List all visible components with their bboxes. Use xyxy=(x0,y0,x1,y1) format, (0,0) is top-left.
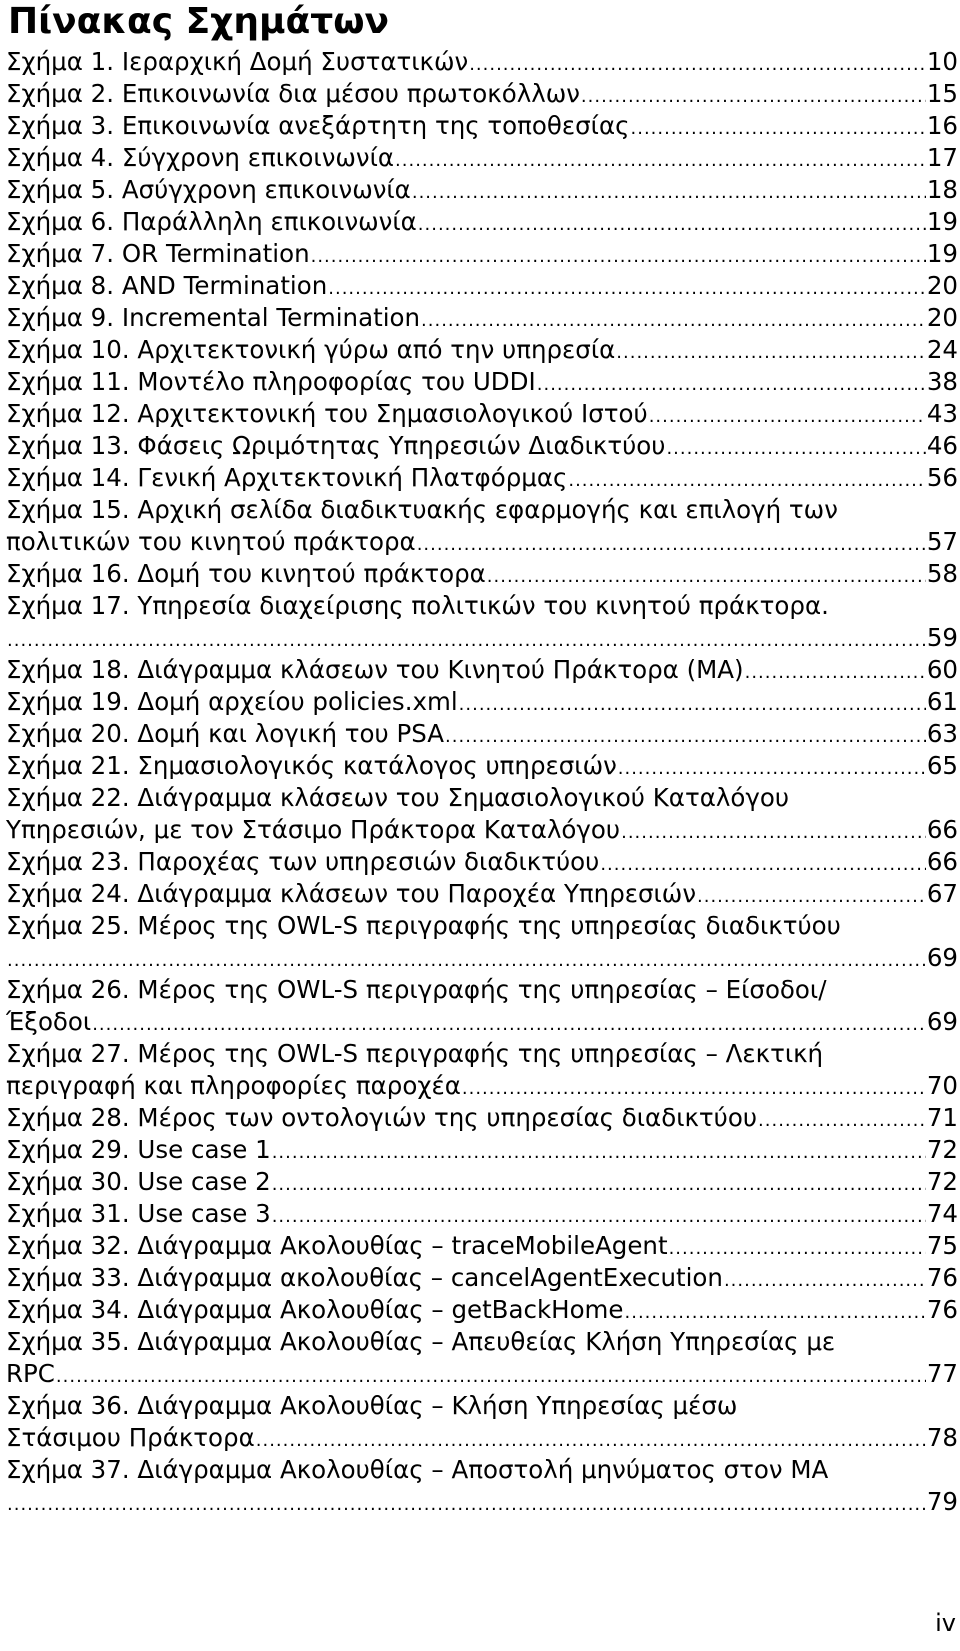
toc-entry-title-start: Σχήμα 35. Διάγραμμα Ακολουθίας – Απευθείας Κλήση Υπηρεσίας με xyxy=(6,1327,836,1356)
toc-entry-title: Σχήμα 4. Σύγχρονη επικοινωνία xyxy=(6,143,395,172)
toc-entry[interactable] xyxy=(6,1358,958,1390)
dot-leader xyxy=(418,209,926,238)
dot-leader xyxy=(7,625,926,654)
toc-entry-lead-line xyxy=(6,1326,958,1358)
toc-entry[interactable] xyxy=(6,398,958,430)
toc-entry-page: 75 xyxy=(926,1231,958,1260)
toc-entry-page: 16 xyxy=(926,111,958,140)
toc-entry[interactable] xyxy=(6,878,958,910)
toc-entry-title: RPC xyxy=(6,1359,55,1388)
toc-entry-page: 76 xyxy=(926,1263,958,1292)
toc-entry[interactable] xyxy=(6,366,958,398)
toc-entry-title: Σχήμα 19. Δομή αρχείου policies.xml xyxy=(6,687,458,716)
toc-entry[interactable] xyxy=(6,654,958,686)
toc-entry-title-start: Σχήμα 25. Μέρος της OWL-S περιγραφής της υπηρεσίας διαδικτύου xyxy=(6,911,841,940)
toc-entry-page: 66 xyxy=(926,815,958,844)
toc-entry[interactable] xyxy=(6,718,958,750)
toc-entry-page: 63 xyxy=(926,719,958,748)
dot-leader xyxy=(469,49,926,78)
toc-entry-title: Σχήμα 16. Δομή του κινητού πράκτορα xyxy=(6,559,486,588)
toc-entry[interactable] xyxy=(6,750,958,782)
toc-entry-page: 70 xyxy=(926,1071,958,1100)
dot-leader xyxy=(459,689,926,718)
toc-entry-page: 77 xyxy=(926,1359,958,1388)
dot-leader xyxy=(92,1009,926,1038)
toc-entry-title: Σχήμα 28. Μέρος των οντολογιών της υπηρεσίας διαδικτύου xyxy=(6,1103,758,1132)
toc-entry-title: Σχήμα 31. Use case 3 xyxy=(6,1199,271,1228)
toc-entry-page: 66 xyxy=(926,847,958,876)
toc-entry-page: 10 xyxy=(926,47,958,76)
toc-entry-title: Σχήμα 12. Αρχιτεκτονική του Σημασιολογικού Ιστού xyxy=(6,399,648,428)
toc-entry-lead-line xyxy=(6,974,958,1006)
toc-entry-page: 74 xyxy=(926,1199,958,1228)
toc-entry[interactable] xyxy=(6,1294,958,1326)
dot-leader xyxy=(625,1297,926,1326)
toc-entry-title: Σχήμα 32. Διάγραμμα Ακολουθίας – traceMobileAgent xyxy=(6,1231,668,1260)
toc-entry-title: Σχήμα 14. Γενική Αρχιτεκτονική Πλατφόρμας xyxy=(6,463,568,492)
toc-entry[interactable] xyxy=(6,846,958,878)
toc-entry-title: Σχήμα 6. Παράλληλη επικοινωνία xyxy=(6,207,417,236)
page-title: Πίνακας Σχημάτων xyxy=(8,1,390,42)
dot-leader xyxy=(724,1265,926,1294)
toc-entry-title: Σχήμα 8. AND Termination xyxy=(6,271,328,300)
dot-leader xyxy=(272,1169,926,1198)
toc-entry[interactable] xyxy=(6,142,958,174)
toc-entry[interactable] xyxy=(6,270,958,302)
toc-entry[interactable] xyxy=(6,1422,958,1454)
dot-leader xyxy=(616,337,926,366)
toc-entry-title: Σχήμα 5. Ασύγχρονη επικοινωνία xyxy=(6,175,411,204)
toc-entry-page: 38 xyxy=(926,367,958,396)
toc-entry-page: 65 xyxy=(926,751,958,780)
dot-leader xyxy=(272,1201,926,1230)
dot-leader xyxy=(697,881,926,910)
toc-entry[interactable] xyxy=(6,814,958,846)
toc-entry-title: Στάσιμου Πράκτορα xyxy=(6,1423,255,1452)
toc-entry-title: Σχήμα 34. Διάγραμμα Ακολουθίας – getBackHome xyxy=(6,1295,624,1324)
dot-leader xyxy=(395,145,926,174)
dot-leader xyxy=(311,241,926,270)
toc-entry[interactable] xyxy=(6,1070,958,1102)
toc-entry-page: 57 xyxy=(926,527,958,556)
toc-entry-lead-line xyxy=(6,910,958,942)
toc-entry[interactable] xyxy=(6,558,958,590)
toc-entry[interactable] xyxy=(6,1134,958,1166)
toc-entry-title: Σχήμα 21. Σημασιολογικός κατάλογος υπηρεσιών xyxy=(6,751,617,780)
dot-leader xyxy=(328,273,926,302)
toc-entry-lead-line xyxy=(6,782,958,814)
toc-entry-title-start: Σχήμα 36. Διάγραμμα Ακολουθίας – Κλήση Υπηρεσίας μέσω xyxy=(6,1391,738,1420)
toc-entry-title: Σχήμα 18. Διάγραμμα κλάσεων του Κινητού Πράκτορα (MA) xyxy=(6,655,744,684)
toc-entry-page: 56 xyxy=(926,463,958,492)
dot-leader xyxy=(272,1137,926,1166)
toc-entry-page: 72 xyxy=(926,1135,958,1164)
toc-entry-title: Σχήμα 9. Incremental Termination xyxy=(6,303,421,332)
toc-entry-title: Έξοδοι xyxy=(6,1007,92,1036)
dot-leader xyxy=(56,1361,926,1390)
dot-leader xyxy=(421,305,926,334)
table-of-figures xyxy=(6,46,958,1518)
toc-entry-page: 78 xyxy=(926,1423,958,1452)
toc-entry-title: Σχήμα 10. Αρχιτεκτονική γύρω από την υπηρεσία xyxy=(6,335,616,364)
toc-entry-title: Σχήμα 33. Διάγραμμα ακολουθίας – cancelAgentExecution xyxy=(6,1263,723,1292)
dot-leader xyxy=(412,177,926,206)
toc-entry[interactable] xyxy=(6,1166,958,1198)
toc-entry[interactable] xyxy=(6,1262,958,1294)
toc-entry-page: 67 xyxy=(926,879,958,908)
toc-entry-title-start: Σχήμα 27. Μέρος της OWL-S περιγραφής της υπηρεσίας – Λεκτική xyxy=(6,1039,824,1068)
toc-entry-title-start: Σχήμα 26. Μέρος της OWL-S περιγραφής της υπηρεσίας – Είσοδοι/ xyxy=(6,975,827,1004)
toc-entry-title: Σχήμα 11. Μοντέλο πληροφορίας του UDDI xyxy=(6,367,536,396)
toc-entry-title: πολιτικών του κινητού πράκτορα xyxy=(6,527,416,556)
toc-entry-page: 46 xyxy=(926,431,958,460)
toc-entry-title: Σχήμα 29. Use case 1 xyxy=(6,1135,271,1164)
toc-entry-lead-line xyxy=(6,1454,958,1486)
toc-entry-title: περιγραφή και πληροφορίες παροχέα xyxy=(6,1071,461,1100)
toc-entry[interactable] xyxy=(6,942,958,974)
dot-leader xyxy=(487,561,926,590)
toc-entry-title-start: Σχήμα 17. Υπηρεσία διαχείρισης πολιτικών του κινητού πράκτορα. xyxy=(6,591,829,620)
toc-entry-page: 69 xyxy=(926,1007,958,1036)
toc-entry-page: 43 xyxy=(926,399,958,428)
toc-entry-page: 59 xyxy=(926,623,958,652)
toc-entry[interactable] xyxy=(6,46,958,78)
toc-entry[interactable] xyxy=(6,334,958,366)
toc-entry-title: Σχήμα 3. Επικοινωνία ανεξάρτητη της τοποθεσίας xyxy=(6,111,630,140)
dot-leader xyxy=(7,945,926,974)
toc-entry-title: Σχήμα 2. Επικοινωνία δια μέσου πρωτοκόλλων xyxy=(6,79,580,108)
toc-entry-title-start: Σχήμα 15. Αρχική σελίδα διαδικτυακής εφαρμογής και επιλογή των xyxy=(6,495,838,524)
toc-entry-page: 61 xyxy=(926,687,958,716)
toc-entry-lead-line xyxy=(6,590,958,622)
toc-entry-page: 19 xyxy=(926,207,958,236)
toc-entry[interactable] xyxy=(6,622,958,654)
toc-entry[interactable] xyxy=(6,1102,958,1134)
toc-entry-lead-line xyxy=(6,1390,958,1422)
toc-entry[interactable] xyxy=(6,1006,958,1038)
dot-leader xyxy=(581,81,926,110)
toc-entry[interactable] xyxy=(6,686,958,718)
toc-entry[interactable] xyxy=(6,526,958,558)
toc-entry-title: Σχήμα 24. Διάγραμμα κλάσεων του Παροχέα Υπηρεσιών xyxy=(6,879,697,908)
toc-entry-title: Σχήμα 20. Δομή και λογική του PSA xyxy=(6,719,445,748)
toc-entry-page: 15 xyxy=(926,79,958,108)
dot-leader xyxy=(568,465,925,494)
toc-entry-page: 19 xyxy=(926,239,958,268)
toc-entry-page: 58 xyxy=(926,559,958,588)
toc-entry-page: 72 xyxy=(926,1167,958,1196)
dot-leader xyxy=(745,657,926,686)
dot-leader xyxy=(462,1073,926,1102)
dot-leader xyxy=(631,113,926,142)
dot-leader xyxy=(256,1425,926,1454)
toc-entry[interactable] xyxy=(6,174,958,206)
toc-entry[interactable] xyxy=(6,1486,958,1518)
dot-leader xyxy=(618,753,926,782)
toc-entry[interactable] xyxy=(6,302,958,334)
toc-entry-page: 20 xyxy=(926,271,958,300)
dot-leader xyxy=(7,1489,926,1518)
dot-leader xyxy=(758,1105,926,1134)
dot-leader xyxy=(666,433,925,462)
toc-entry-page: 71 xyxy=(926,1103,958,1132)
toc-entry-title-start: Σχήμα 37. Διάγραμμα Ακολουθίας – Αποστολή μηνύματος στον MA xyxy=(6,1455,829,1484)
toc-entry-title: Σχήμα 30. Use case 2 xyxy=(6,1167,271,1196)
dot-leader xyxy=(621,817,926,846)
toc-entry-lead-line xyxy=(6,1038,958,1070)
dot-leader xyxy=(537,369,926,398)
toc-entry[interactable] xyxy=(6,462,958,494)
toc-entry[interactable] xyxy=(6,430,958,462)
dot-leader xyxy=(445,721,926,750)
toc-entry-title: Υπηρεσιών, με τον Στάσιμο Πράκτορα Καταλόγου xyxy=(6,815,621,844)
toc-entry-page: 18 xyxy=(926,175,958,204)
dot-leader xyxy=(417,529,926,558)
toc-entry-lead-line xyxy=(6,494,958,526)
toc-entry-title: Σχήμα 13. Φάσεις Ωριμότητας Υπηρεσιών Διαδικτύου xyxy=(6,431,666,460)
toc-entry[interactable] xyxy=(6,206,958,238)
toc-entry-page: 60 xyxy=(926,655,958,684)
toc-entry-page: 79 xyxy=(926,1487,958,1516)
toc-entry-title-start: Σχήμα 22. Διάγραμμα κλάσεων του Σημασιολογικού Καταλόγου xyxy=(6,783,789,812)
toc-entry[interactable] xyxy=(6,78,958,110)
dot-leader xyxy=(649,401,926,430)
dot-leader xyxy=(669,1233,926,1262)
toc-entry-title: Σχήμα 23. Παροχέας των υπηρεσιών διαδικτύου xyxy=(6,847,600,876)
toc-entry-page: 76 xyxy=(926,1295,958,1324)
toc-entry[interactable] xyxy=(6,238,958,270)
toc-entry-page: 24 xyxy=(926,335,958,364)
toc-entry-page: 17 xyxy=(926,143,958,172)
dot-leader xyxy=(600,849,926,878)
toc-entry-title: Σχήμα 7. OR Termination xyxy=(6,239,310,268)
toc-entry-page: 69 xyxy=(926,943,958,972)
toc-entry[interactable] xyxy=(6,110,958,142)
toc-entry[interactable] xyxy=(6,1230,958,1262)
page-number: iv xyxy=(935,1609,956,1637)
toc-entry-title: Σχήμα 1. Ιεραρχική Δομή Συστατικών xyxy=(6,47,469,76)
toc-entry[interactable] xyxy=(6,1198,958,1230)
toc-entry-page: 20 xyxy=(926,303,958,332)
